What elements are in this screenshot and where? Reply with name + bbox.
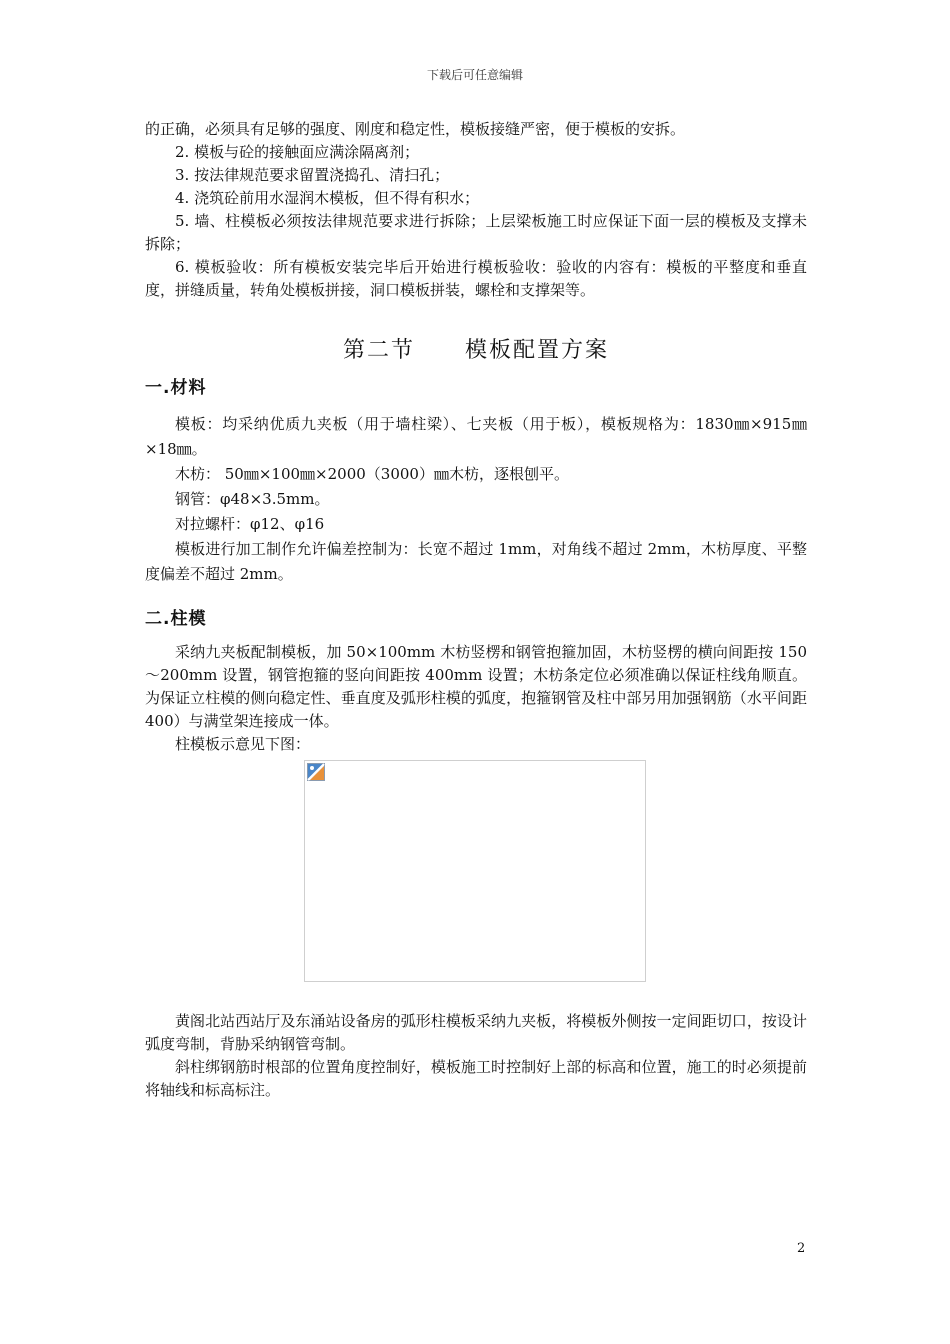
column-paragraph-1: 采纳九夹板配制模板，加 50×100mm 木枋竖楞和钢管抱箍加固，木枋竖楞的横向间距按 150～200mm 设置，钢管抱箍的竖向间距按 400mm 设置；木枋条定位必须准确以保证柱线角顺直。为保证立柱模的侧向稳定性、垂直度及弧形柱模的弧度，抱箍钢管及柱中部另用加强钢筋（水平间距 400）与满堂架连接成一体。 — [145, 643, 807, 730]
materials-line-4: 对拉螺杆：φ12、φ16 — [175, 515, 325, 533]
section-title — [145, 330, 807, 372]
section-number: 第二节 — [342, 338, 415, 363]
materials-line-3: 钢管：φ48×3.5mm。 — [175, 490, 330, 508]
figure-caption: 柱模板示意见下图： — [175, 735, 311, 753]
materials-line-1: 模板：均采纳优质九夹板（用于墙柱梁）、七夹板（用于板），模板规格为：1830㎜×915㎜×18㎜。 — [145, 415, 807, 458]
materials-line-2: 木枋： 50㎜×100㎜×2000（3000）㎜木枋，逐根刨平。 — [175, 465, 569, 483]
intro-line-6: 6. 模板验收：所有模板安装完毕后开始进行模板验收：验收的内容有：模板的平整度和垂直度，拼缝质量，转角处模板拼接，洞口模板拼装，螺栓和支撑架等。 — [145, 258, 807, 299]
materials-heading: 一.材料 — [145, 378, 207, 398]
materials-line-5: 模板进行加工制作允许偏差控制为：长宽不超过 1mm，对角线不超过 2mm，木枋厚度、平整度偏差不超过 2mm。 — [145, 540, 807, 583]
section-name: 模板配置方案 — [465, 338, 610, 363]
column-paragraph-2: 黄阁北站西站厅及东涌站设备房的弧形柱模板采纳九夹板，将模板外侧按一定间距切口，按设计弧度弯制，背胁采纳钢管弯制。 — [145, 1012, 807, 1053]
intro-line-1: 的正确，必须具有足够的强度、刚度和稳定性，模板接缝严密，便于模板的安拆。 — [145, 120, 686, 138]
column-paragraph-3: 斜柱绑钢筋时根部的位置角度控制好，模板施工时控制好上部的标高和位置，施工的时必须提前将轴线和标高标注。 — [145, 1058, 807, 1099]
page-header: 下载后可任意编辑 — [426, 68, 523, 82]
column-heading: 二.柱模 — [145, 609, 207, 629]
intro-line-5: 5. 墙、柱模板必须按法律规范要求进行拆除；上层梁板施工时应保证下面一层的模板及支撑未拆除； — [145, 212, 807, 253]
document-body — [145, 118, 807, 1102]
intro-line-3: 3. 按法律规范要求留置浇捣孔、清扫孔； — [175, 166, 450, 184]
intro-line-4: 4. 浇筑砼前用水湿润木模板，但不得有积水； — [175, 189, 480, 207]
column-formwork-figure — [304, 760, 646, 982]
intro-line-2: 2. 模板与砼的接触面应满涂隔离剂； — [175, 143, 420, 161]
page-number: 2 — [797, 1241, 806, 1256]
broken-image-icon — [307, 763, 325, 781]
